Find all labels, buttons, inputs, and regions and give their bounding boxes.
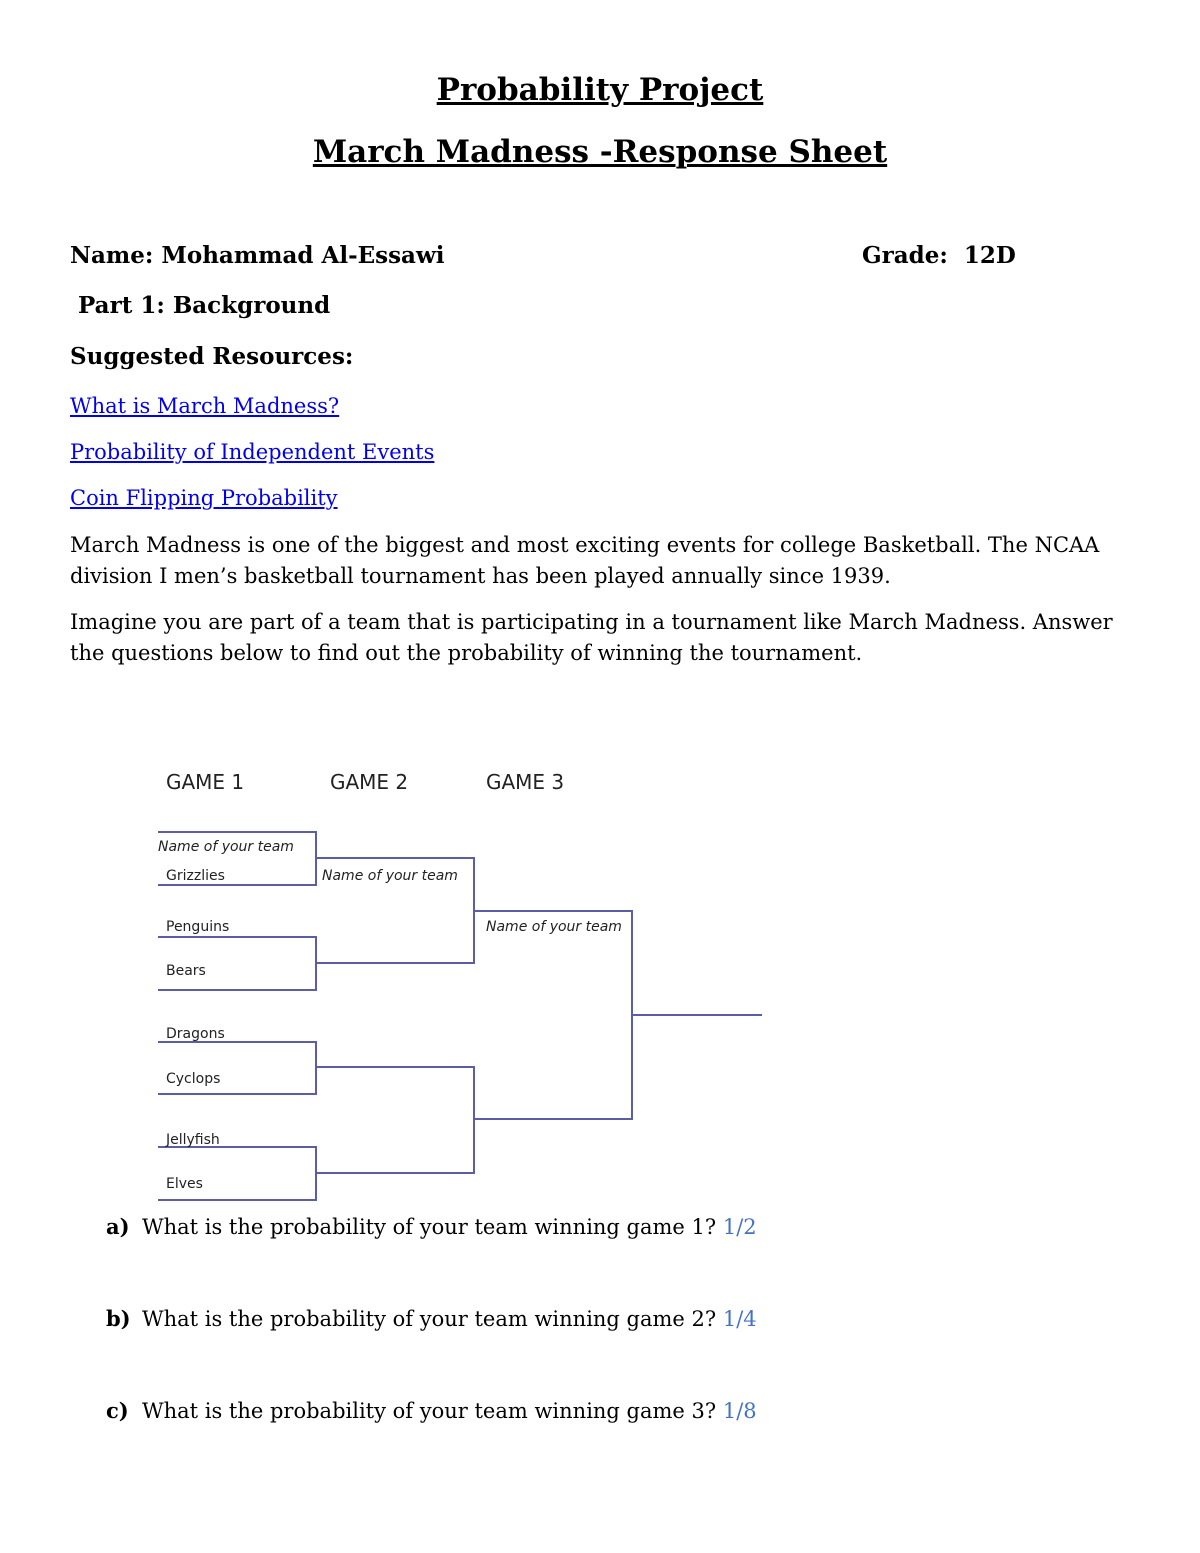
- bracket-line: [316, 1067, 474, 1173]
- question-c: [106, 1398, 757, 1423]
- grade-label: Grade:: [862, 242, 948, 269]
- page-subtitle: March Madness -Response Sheet: [312, 134, 888, 170]
- question-c-text: What is the probability of your team winning game 3?: [142, 1399, 717, 1423]
- team-slot-your-team: Name of your team: [158, 839, 294, 855]
- part1-heading: Part 1: Background: [78, 292, 331, 319]
- link-coin-flipping-probability[interactable]: Coin Flipping Probability: [70, 486, 338, 510]
- team-elves: Elves: [166, 1176, 203, 1192]
- link-probability-independent-events[interactable]: Probability of Independent Events: [70, 440, 435, 464]
- team-dragons: Dragons: [166, 1026, 225, 1042]
- round-header-game-2: GAME 2: [330, 770, 409, 794]
- question-c-answer: 1/8: [722, 1399, 757, 1423]
- bracket-line: [474, 911, 632, 1119]
- name-label: Name:: [70, 242, 154, 269]
- question-a: [106, 1214, 757, 1239]
- student-grade-line: [862, 242, 1016, 269]
- question-b-text: What is the probability of your team winning game 2?: [142, 1307, 717, 1331]
- question-c-label: c): [106, 1398, 129, 1423]
- student-name-line: [70, 242, 445, 269]
- game2-slot-your-team: Name of your team: [322, 868, 458, 884]
- question-a-label: a): [106, 1214, 130, 1239]
- team-jellyfish: Jellyfish: [166, 1132, 220, 1148]
- game3-slot-your-team: Name of your team: [486, 919, 622, 935]
- question-b-answer: 1/4: [722, 1307, 757, 1331]
- grade-value: 12D: [963, 242, 1016, 269]
- question-a-text: What is the probability of your team winning game 1?: [142, 1215, 717, 1239]
- name-value: Mohammad Al-Essawi: [161, 242, 445, 269]
- team-bears: Bears: [166, 963, 206, 979]
- question-b-label: b): [106, 1306, 131, 1331]
- instructions-paragraph: Imagine you are part of a team that is participating in a tournament like March Madness. Answer the questions below to find out the probability of winning the tournament.: [70, 610, 1113, 665]
- intro-paragraph: March Madness is one of the biggest and most exciting events for college Basketball. The NCAA division I men’s basketball tournament has been played annually since 1939.: [70, 533, 1100, 588]
- round-header-game-1: GAME 1: [166, 770, 245, 794]
- question-a-answer: 1/2: [722, 1215, 757, 1239]
- team-penguins: Penguins: [166, 919, 230, 935]
- team-grizzlies: Grizzlies: [166, 868, 225, 884]
- resources-heading: Suggested Resources:: [70, 343, 354, 370]
- question-b: [106, 1306, 757, 1331]
- bracket-line: [158, 1147, 316, 1200]
- round-header-game-3: GAME 3: [486, 770, 565, 794]
- team-cyclops: Cyclops: [166, 1071, 221, 1087]
- page-title: Probability Project: [436, 72, 764, 108]
- link-what-is-march-madness[interactable]: What is March Madness?: [70, 394, 340, 418]
- tournament-bracket: [150, 760, 790, 1210]
